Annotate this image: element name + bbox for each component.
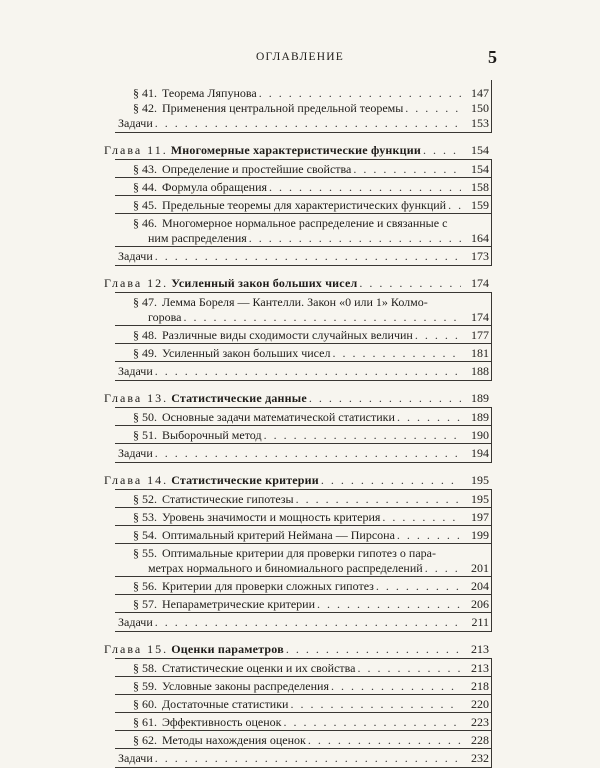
- chapter-15-heading[interactable]: [104, 642, 489, 656]
- section-title-cont: горова: [148, 310, 182, 324]
- page-ref: 173: [471, 249, 489, 263]
- section-number: § 60.: [133, 697, 157, 711]
- leader-dots: [155, 249, 461, 263]
- chapter-11-heading[interactable]: [104, 143, 489, 157]
- row-divider: [115, 343, 492, 344]
- column-rule: [491, 159, 492, 266]
- section-number: § 49.: [133, 346, 157, 360]
- section-number: § 43.: [133, 162, 157, 176]
- page-ref: 220: [471, 697, 489, 711]
- toc-entry-44[interactable]: [133, 180, 489, 194]
- section-number: § 44.: [133, 180, 157, 194]
- section-number: § 61.: [133, 715, 157, 729]
- leader-dots: [290, 697, 461, 711]
- toc-entry-62[interactable]: [133, 733, 489, 747]
- section-number: § 45.: [133, 198, 157, 212]
- page-header: [0, 49, 600, 73]
- page-ref: 195: [471, 473, 489, 487]
- toc-entry-49[interactable]: [133, 346, 489, 360]
- section-title: Достаточные статистики: [162, 697, 289, 711]
- section-number: § 52.: [133, 492, 157, 506]
- page-ref: 189: [471, 410, 489, 424]
- leader-dots: [309, 391, 461, 405]
- leader-dots: [264, 428, 461, 442]
- page-ref: 181: [471, 346, 489, 360]
- page-ref: 223: [471, 715, 489, 729]
- leader-dots: [397, 410, 461, 424]
- row-divider: [115, 325, 492, 326]
- row-divider: [115, 177, 492, 178]
- page-ref: 188: [471, 364, 489, 378]
- section-number: § 46.: [133, 216, 157, 230]
- section-number: § 51.: [133, 428, 157, 442]
- problems-label: Задачи: [118, 615, 153, 629]
- leader-dots: [249, 231, 461, 245]
- row-divider: [115, 658, 492, 659]
- section-title: Основные задачи математической статистики: [162, 410, 395, 424]
- page-ref: 211: [471, 615, 489, 629]
- problems-label: Задачи: [118, 249, 153, 263]
- page-ref: 154: [471, 143, 489, 157]
- page-ref: 150: [471, 101, 489, 115]
- problems-label: Задачи: [118, 364, 153, 378]
- row-divider: [115, 213, 492, 214]
- section-title: Критерии для проверки сложных гипотез: [162, 579, 374, 593]
- chapter-title: Статистические данные: [171, 391, 307, 405]
- row-divider: [115, 543, 492, 544]
- row-divider: [115, 525, 492, 526]
- leader-dots: [269, 180, 461, 194]
- section-number: § 42.: [133, 101, 157, 115]
- row-divider: [115, 676, 492, 677]
- leader-dots: [183, 310, 461, 324]
- toc-entry-47[interactable]: [133, 295, 489, 309]
- row-divider: [115, 361, 492, 362]
- toc-entry-54[interactable]: [133, 528, 489, 542]
- row-divider: [115, 712, 492, 713]
- leader-dots: [397, 528, 461, 542]
- section-title: Статистические оценки и их свойства: [162, 661, 356, 675]
- section-number: § 47.: [133, 295, 157, 309]
- section-number: § 41.: [133, 86, 157, 100]
- toc-entry-problems[interactable]: [118, 116, 489, 130]
- column-rule: [491, 489, 492, 632]
- section-title: Оптимальный критерий Неймана — Пирсона: [162, 528, 395, 542]
- page-ref: 195: [471, 492, 489, 506]
- toc-entry-43[interactable]: [133, 162, 489, 176]
- toc-entry-45[interactable]: [133, 198, 489, 212]
- page-ref: 147: [471, 86, 489, 100]
- column-rule: [491, 292, 492, 381]
- chapter-label: Глава 11.: [104, 143, 168, 157]
- toc-entry-41[interactable]: [133, 86, 489, 100]
- toc-entry-61[interactable]: [133, 715, 489, 729]
- toc-entry-46[interactable]: [133, 216, 489, 230]
- leader-dots: [317, 597, 461, 611]
- row-divider: [115, 631, 492, 632]
- section-title: Формула обращения: [162, 180, 268, 194]
- page-number: 5: [488, 47, 497, 67]
- toc-entry-problems[interactable]: [118, 249, 489, 263]
- column-rule: [491, 407, 492, 463]
- toc-entry-50[interactable]: [133, 410, 489, 424]
- page-ref: 213: [471, 661, 489, 675]
- page-ref: 194: [471, 446, 489, 460]
- toc-entry-47-cont[interactable]: [148, 310, 489, 324]
- section-title: Усиленный закон больших чисел: [162, 346, 331, 360]
- leader-dots: [332, 346, 461, 360]
- row-divider: [115, 195, 492, 196]
- page-ref: 158: [471, 180, 489, 194]
- section-number: § 55.: [133, 546, 157, 560]
- problems-label: Задачи: [118, 446, 153, 460]
- chapter-title: Статистические критерии: [171, 473, 319, 487]
- toc-entry-58[interactable]: [133, 661, 489, 675]
- page-ref: 174: [471, 276, 489, 290]
- leader-dots: [321, 473, 461, 487]
- section-number: § 57.: [133, 597, 157, 611]
- toc-entry-42[interactable]: [133, 101, 489, 115]
- chapter-13-heading[interactable]: [104, 391, 489, 405]
- page-ref: 154: [471, 162, 489, 176]
- problems-label: Задачи: [118, 751, 153, 765]
- leader-dots: [259, 86, 461, 100]
- leader-dots: [155, 116, 461, 130]
- page-ref: 189: [471, 391, 489, 405]
- toc-entry-48[interactable]: [133, 328, 489, 342]
- section-title: Непараметрические критерии: [162, 597, 316, 611]
- row-divider: [115, 730, 492, 731]
- leader-dots: [331, 679, 461, 693]
- row-divider: [115, 407, 492, 408]
- chapter-12-heading[interactable]: [104, 276, 489, 290]
- row-divider: [115, 612, 492, 613]
- row-divider: [115, 507, 492, 508]
- page-ref: 201: [471, 561, 489, 575]
- leader-dots: [423, 143, 461, 157]
- leader-dots: [425, 561, 461, 575]
- row-divider: [115, 576, 492, 577]
- section-number: § 50.: [133, 410, 157, 424]
- row-divider: [115, 380, 492, 381]
- section-number: § 59.: [133, 679, 157, 693]
- leader-dots: [359, 276, 461, 290]
- leader-dots: [353, 162, 461, 176]
- row-divider: [115, 748, 492, 749]
- section-title: Условные законы распределения: [162, 679, 329, 693]
- row-divider: [115, 132, 492, 133]
- leader-dots: [284, 715, 462, 729]
- page-ref: 206: [471, 597, 489, 611]
- chapter-label: Глава 15.: [104, 642, 169, 656]
- section-title-cont: метрах нормального и биномиального распределений: [148, 561, 423, 575]
- row-divider: [115, 292, 492, 293]
- section-number: § 58.: [133, 661, 157, 675]
- section-title-cont: ним распределения: [148, 231, 247, 245]
- page-ref: 159: [471, 198, 489, 212]
- chapter-title: Многомерные характеристические функции: [170, 143, 421, 157]
- page-ref: 177: [471, 328, 489, 342]
- column-rule: [491, 658, 492, 768]
- row-divider: [115, 425, 492, 426]
- row-divider: [115, 265, 492, 266]
- page-ref: 153: [471, 116, 489, 130]
- section-title: Определение и простейшие свойства: [162, 162, 352, 176]
- leader-dots: [286, 642, 461, 656]
- row-divider: [115, 462, 492, 463]
- page-ref: 228: [471, 733, 489, 747]
- toc-entry-46-cont[interactable]: [148, 231, 489, 245]
- chapter-title: Усиленный закон больших чисел: [171, 276, 358, 290]
- toc-entry-52[interactable]: [133, 492, 489, 506]
- toc-entry-problems[interactable]: [118, 446, 489, 460]
- chapter-label: Глава 14.: [104, 473, 169, 487]
- toc-entry-56[interactable]: [133, 579, 489, 593]
- row-divider: [115, 594, 492, 595]
- section-number: § 62.: [133, 733, 157, 747]
- toc-entry-problems[interactable]: [118, 751, 489, 765]
- chapter-label: Глава 12.: [104, 276, 169, 290]
- toc-entry-51[interactable]: [133, 428, 489, 442]
- chapter-14-heading[interactable]: [104, 473, 489, 487]
- section-title: Лемма Бореля — Кантелли. Закон «0 или 1» Колмо-: [162, 295, 428, 309]
- chapter-title: Оценки параметров: [171, 642, 284, 656]
- problems-label: Задачи: [118, 116, 153, 130]
- section-title: Теорема Ляпунова: [162, 86, 257, 100]
- section-title: Методы нахождения оценок: [162, 733, 306, 747]
- page-ref: 213: [471, 642, 489, 656]
- toc-entry-problems[interactable]: [118, 364, 489, 378]
- toc-entry-53[interactable]: [133, 510, 489, 524]
- page-ref: 199: [471, 528, 489, 542]
- leader-dots: [405, 101, 461, 115]
- leader-dots: [376, 579, 461, 593]
- section-number: § 48.: [133, 328, 157, 342]
- row-divider: [115, 694, 492, 695]
- row-divider: [115, 443, 492, 444]
- section-number: § 56.: [133, 579, 157, 593]
- toc-entry-57[interactable]: [133, 597, 489, 611]
- row-divider: [115, 246, 492, 247]
- section-title: Статистические гипотезы: [162, 492, 294, 506]
- leader-dots: [155, 751, 461, 765]
- page-ref: 190: [471, 428, 489, 442]
- section-number: § 53.: [133, 510, 157, 524]
- section-number: § 54.: [133, 528, 157, 542]
- section-title: Эффективность оценок: [162, 715, 282, 729]
- section-title: Многомерное нормальное распределение и связанные с: [162, 216, 448, 230]
- leader-dots: [382, 510, 461, 524]
- section-title: Выборочный метод: [162, 428, 262, 442]
- leader-dots: [155, 615, 461, 629]
- page-ref: 174: [471, 310, 489, 324]
- section-title: Уровень значимости и мощность критерия: [162, 510, 381, 524]
- toc-entry-55[interactable]: [133, 546, 489, 560]
- leader-dots: [155, 364, 461, 378]
- page-ref: 197: [471, 510, 489, 524]
- chapter-label: Глава 13.: [104, 391, 169, 405]
- section-title: Оптимальные критерии для проверки гипотез о пара-: [162, 546, 436, 560]
- leader-dots: [415, 328, 461, 342]
- leader-dots: [296, 492, 461, 506]
- row-divider: [115, 489, 492, 490]
- leader-dots: [308, 733, 461, 747]
- toc-entry-60[interactable]: [133, 697, 489, 711]
- leader-dots: [357, 661, 461, 675]
- section-title: Предельные теоремы для характеристических функций: [162, 198, 447, 212]
- leader-dots: [155, 446, 461, 460]
- page-ref: 232: [471, 751, 489, 765]
- page-ref: 164: [471, 231, 489, 245]
- toc-entry-55-cont[interactable]: [148, 561, 489, 575]
- toc-entry-problems[interactable]: [118, 615, 489, 629]
- column-rule: [491, 80, 492, 133]
- toc-entry-59[interactable]: [133, 679, 489, 693]
- leader-dots: [448, 198, 461, 212]
- page-ref: 204: [471, 579, 489, 593]
- page-ref: 218: [471, 679, 489, 693]
- section-title: Различные виды сходимости случайных величин: [162, 328, 413, 342]
- section-title: Применения центральной предельной теоремы: [162, 101, 404, 115]
- row-divider: [115, 159, 492, 160]
- page-title: ОГЛАВЛЕНИЕ: [256, 51, 344, 63]
